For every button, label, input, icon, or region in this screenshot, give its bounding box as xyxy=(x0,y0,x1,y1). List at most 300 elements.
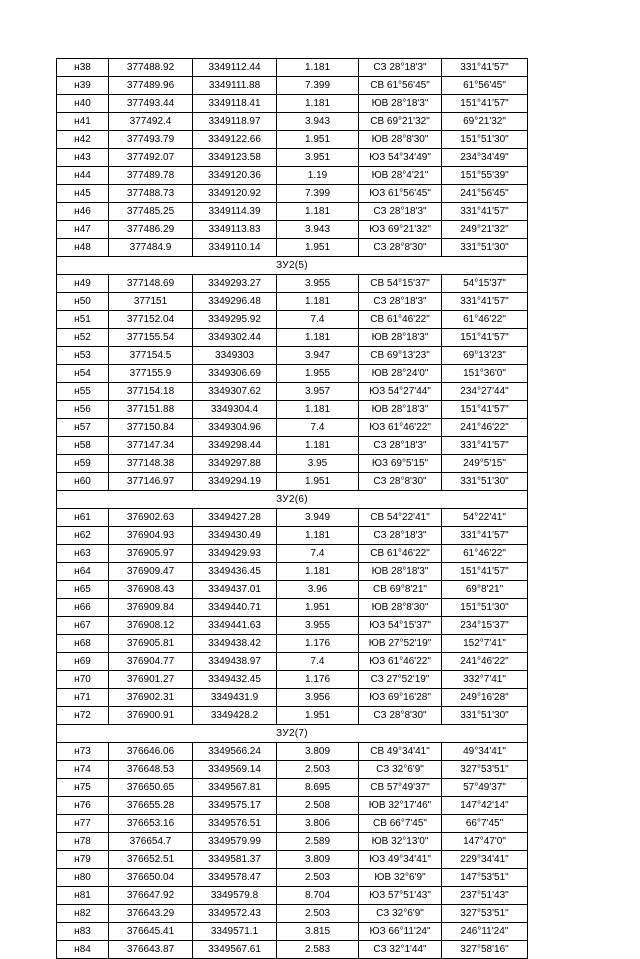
rhumb-cell: ЮЗ 66°11'24" xyxy=(359,923,442,941)
azimuth-cell: 249°5'15" xyxy=(442,455,528,473)
azimuth-cell: 57°49'37" xyxy=(442,779,528,797)
length-cell: 3.95 xyxy=(277,455,359,473)
point-number-cell: н84 xyxy=(57,941,109,959)
length-cell: 1.181 xyxy=(277,203,359,221)
rhumb-cell: СЗ 28°18'3" xyxy=(359,527,442,545)
table-row xyxy=(57,527,528,545)
point-number-cell: н77 xyxy=(57,815,109,833)
x-coordinate-cell: 377489.96 xyxy=(109,77,193,95)
rhumb-cell: СЗ 28°18'3" xyxy=(359,437,442,455)
y-coordinate-cell: 3349294.19 xyxy=(193,473,277,491)
y-coordinate-cell: 3349567.61 xyxy=(193,941,277,959)
point-number-cell: н75 xyxy=(57,779,109,797)
point-number-cell: н38 xyxy=(57,59,109,77)
y-coordinate-cell: 3349295.92 xyxy=(193,311,277,329)
y-coordinate-cell: 3349306.69 xyxy=(193,365,277,383)
x-coordinate-cell: 377486.29 xyxy=(109,221,193,239)
point-number-cell: н70 xyxy=(57,671,109,689)
azimuth-cell: 69°21'32" xyxy=(442,113,528,131)
section-row xyxy=(57,725,528,743)
table-row xyxy=(57,617,528,635)
x-coordinate-cell: 376646.06 xyxy=(109,743,193,761)
length-cell: 1.181 xyxy=(277,59,359,77)
length-cell: 2.503 xyxy=(277,869,359,887)
x-coordinate-cell: 377485.25 xyxy=(109,203,193,221)
azimuth-cell: 331°51'30" xyxy=(442,473,528,491)
x-coordinate-cell: 376905.97 xyxy=(109,545,193,563)
length-cell: 1.181 xyxy=(277,437,359,455)
y-coordinate-cell: 3349307.62 xyxy=(193,383,277,401)
table-row xyxy=(57,329,528,347)
table-row xyxy=(57,77,528,95)
x-coordinate-cell: 376653.16 xyxy=(109,815,193,833)
y-coordinate-cell: 3349123.58 xyxy=(193,149,277,167)
point-number-cell: н76 xyxy=(57,797,109,815)
x-coordinate-cell: 376643.87 xyxy=(109,941,193,959)
table-row xyxy=(57,689,528,707)
table-row xyxy=(57,455,528,473)
azimuth-cell: 151°41'57" xyxy=(442,329,528,347)
rhumb-cell: СВ 54°22'41" xyxy=(359,509,442,527)
point-number-cell: н46 xyxy=(57,203,109,221)
x-coordinate-cell: 377151 xyxy=(109,293,193,311)
x-coordinate-cell: 377155.54 xyxy=(109,329,193,347)
y-coordinate-cell: 3349304.96 xyxy=(193,419,277,437)
azimuth-cell: 234°15'37" xyxy=(442,617,528,635)
rhumb-cell: ЮЗ 61°46'22" xyxy=(359,653,442,671)
point-number-cell: н62 xyxy=(57,527,109,545)
rhumb-cell: ЮЗ 69°5'15" xyxy=(359,455,442,473)
azimuth-cell: 151°41'57" xyxy=(442,563,528,581)
y-coordinate-cell: 3349579.8 xyxy=(193,887,277,905)
rhumb-cell: СЗ 28°8'30" xyxy=(359,473,442,491)
rhumb-cell: СВ 69°13'23" xyxy=(359,347,442,365)
point-number-cell: н56 xyxy=(57,401,109,419)
length-cell: 1.951 xyxy=(277,599,359,617)
section-title: ЗУ2(6) xyxy=(57,491,528,509)
point-number-cell: н61 xyxy=(57,509,109,527)
length-cell: 1.181 xyxy=(277,401,359,419)
x-coordinate-cell: 376650.65 xyxy=(109,779,193,797)
x-coordinate-cell: 377493.79 xyxy=(109,131,193,149)
table-row xyxy=(57,293,528,311)
x-coordinate-cell: 376904.93 xyxy=(109,527,193,545)
rhumb-cell: ЮЗ 61°56'45" xyxy=(359,185,442,203)
rhumb-cell: СВ 61°46'22" xyxy=(359,311,442,329)
x-coordinate-cell: 377492.07 xyxy=(109,149,193,167)
y-coordinate-cell: 3349429.93 xyxy=(193,545,277,563)
azimuth-cell: 151°51'30" xyxy=(442,599,528,617)
length-cell: 1.181 xyxy=(277,293,359,311)
azimuth-cell: 54°15'37" xyxy=(442,275,528,293)
table-row xyxy=(57,311,528,329)
rhumb-cell: ЮВ 32°13'0" xyxy=(359,833,442,851)
table-row xyxy=(57,797,528,815)
azimuth-cell: 151°55'39" xyxy=(442,167,528,185)
x-coordinate-cell: 376905.81 xyxy=(109,635,193,653)
x-coordinate-cell: 376652.51 xyxy=(109,851,193,869)
table-row xyxy=(57,545,528,563)
x-coordinate-cell: 376901.27 xyxy=(109,671,193,689)
length-cell: 3.957 xyxy=(277,383,359,401)
y-coordinate-cell: 3349113.83 xyxy=(193,221,277,239)
x-coordinate-cell: 377488.73 xyxy=(109,185,193,203)
point-number-cell: н47 xyxy=(57,221,109,239)
rhumb-cell: ЮВ 28°4'21" xyxy=(359,167,442,185)
azimuth-cell: 66°7'45" xyxy=(442,815,528,833)
table-row xyxy=(57,383,528,401)
table-row xyxy=(57,185,528,203)
y-coordinate-cell: 3349118.41 xyxy=(193,95,277,113)
length-cell: 1.19 xyxy=(277,167,359,185)
length-cell: 8.695 xyxy=(277,779,359,797)
x-coordinate-cell: 376643.29 xyxy=(109,905,193,923)
rhumb-cell: СЗ 32°6'9" xyxy=(359,761,442,779)
azimuth-cell: 331°41'57" xyxy=(442,437,528,455)
length-cell: 3.949 xyxy=(277,509,359,527)
length-cell: 1.955 xyxy=(277,365,359,383)
point-number-cell: н66 xyxy=(57,599,109,617)
rhumb-cell: ЮЗ 54°27'44" xyxy=(359,383,442,401)
length-cell: 3.947 xyxy=(277,347,359,365)
rhumb-cell: ЮВ 28°8'30" xyxy=(359,599,442,617)
azimuth-cell: 331°51'30" xyxy=(442,707,528,725)
azimuth-cell: 327°53'51" xyxy=(442,905,528,923)
x-coordinate-cell: 376908.12 xyxy=(109,617,193,635)
rhumb-cell: СЗ 27°52'19" xyxy=(359,671,442,689)
point-number-cell: н79 xyxy=(57,851,109,869)
length-cell: 7.4 xyxy=(277,311,359,329)
point-number-cell: н63 xyxy=(57,545,109,563)
length-cell: 3.809 xyxy=(277,743,359,761)
y-coordinate-cell: 3349575.17 xyxy=(193,797,277,815)
rhumb-cell: ЮВ 28°18'3" xyxy=(359,563,442,581)
y-coordinate-cell: 3349430.49 xyxy=(193,527,277,545)
x-coordinate-cell: 377484.9 xyxy=(109,239,193,257)
point-number-cell: н72 xyxy=(57,707,109,725)
section-title: ЗУ2(7) xyxy=(57,725,528,743)
x-coordinate-cell: 377489.78 xyxy=(109,167,193,185)
length-cell: 7.4 xyxy=(277,419,359,437)
azimuth-cell: 49°34'41" xyxy=(442,743,528,761)
azimuth-cell: 234°34'49" xyxy=(442,149,528,167)
azimuth-cell: 151°41'57" xyxy=(442,401,528,419)
length-cell: 1.951 xyxy=(277,707,359,725)
azimuth-cell: 234°27'44" xyxy=(442,383,528,401)
rhumb-cell: ЮВ 28°18'3" xyxy=(359,95,442,113)
y-coordinate-cell: 3349579.99 xyxy=(193,833,277,851)
rhumb-cell: ЮЗ 69°16'28" xyxy=(359,689,442,707)
azimuth-cell: 69°8'21" xyxy=(442,581,528,599)
x-coordinate-cell: 376650.04 xyxy=(109,869,193,887)
point-number-cell: н60 xyxy=(57,473,109,491)
y-coordinate-cell: 3349578.47 xyxy=(193,869,277,887)
y-coordinate-cell: 3349576.51 xyxy=(193,815,277,833)
azimuth-cell: 69°13'23" xyxy=(442,347,528,365)
y-coordinate-cell: 3349438.97 xyxy=(193,653,277,671)
rhumb-cell: СВ 61°56'45" xyxy=(359,77,442,95)
x-coordinate-cell: 376645.41 xyxy=(109,923,193,941)
table-row xyxy=(57,365,528,383)
table-row xyxy=(57,509,528,527)
point-number-cell: н64 xyxy=(57,563,109,581)
point-number-cell: н67 xyxy=(57,617,109,635)
y-coordinate-cell: 3349569.14 xyxy=(193,761,277,779)
table-row xyxy=(57,563,528,581)
x-coordinate-cell: 376655.28 xyxy=(109,797,193,815)
azimuth-cell: 241°56'45" xyxy=(442,185,528,203)
length-cell: 8.704 xyxy=(277,887,359,905)
rhumb-cell: СВ 49°34'41" xyxy=(359,743,442,761)
point-number-cell: н49 xyxy=(57,275,109,293)
x-coordinate-cell: 377492.4 xyxy=(109,113,193,131)
azimuth-cell: 331°41'57" xyxy=(442,203,528,221)
coordinates-table-body xyxy=(57,59,528,959)
rhumb-cell: СЗ 28°18'3" xyxy=(359,293,442,311)
azimuth-cell: 61°46'22" xyxy=(442,311,528,329)
length-cell: 3.815 xyxy=(277,923,359,941)
point-number-cell: н54 xyxy=(57,365,109,383)
y-coordinate-cell: 3349432.45 xyxy=(193,671,277,689)
azimuth-cell: 332°7'41" xyxy=(442,671,528,689)
point-number-cell: н44 xyxy=(57,167,109,185)
azimuth-cell: 331°51'30" xyxy=(442,239,528,257)
y-coordinate-cell: 3349112.44 xyxy=(193,59,277,77)
rhumb-cell: СВ 69°21'32" xyxy=(359,113,442,131)
rhumb-cell: СВ 54°15'37" xyxy=(359,275,442,293)
rhumb-cell: ЮЗ 69°21'32" xyxy=(359,221,442,239)
azimuth-cell: 327°53'51" xyxy=(442,761,528,779)
length-cell: 2.589 xyxy=(277,833,359,851)
table-row xyxy=(57,833,528,851)
point-number-cell: н59 xyxy=(57,455,109,473)
table-row xyxy=(57,167,528,185)
rhumb-cell: СВ 61°46'22" xyxy=(359,545,442,563)
y-coordinate-cell: 3349438.42 xyxy=(193,635,277,653)
x-coordinate-cell: 376902.31 xyxy=(109,689,193,707)
table-row xyxy=(57,671,528,689)
x-coordinate-cell: 377155.9 xyxy=(109,365,193,383)
point-number-cell: н51 xyxy=(57,311,109,329)
azimuth-cell: 241°46'22" xyxy=(442,419,528,437)
rhumb-cell: ЮВ 32°17'46" xyxy=(359,797,442,815)
section-row xyxy=(57,257,528,275)
y-coordinate-cell: 3349297.88 xyxy=(193,455,277,473)
table-row xyxy=(57,635,528,653)
length-cell: 3.955 xyxy=(277,617,359,635)
x-coordinate-cell: 376909.47 xyxy=(109,563,193,581)
azimuth-cell: 151°36'0" xyxy=(442,365,528,383)
y-coordinate-cell: 3349302.44 xyxy=(193,329,277,347)
point-number-cell: н69 xyxy=(57,653,109,671)
length-cell: 7.399 xyxy=(277,185,359,203)
rhumb-cell: ЮЗ 54°15'37" xyxy=(359,617,442,635)
length-cell: 1.176 xyxy=(277,635,359,653)
rhumb-cell: ЮВ 28°18'3" xyxy=(359,329,442,347)
rhumb-cell: СЗ 32°6'9" xyxy=(359,905,442,923)
table-row xyxy=(57,941,528,959)
y-coordinate-cell: 3349304.4 xyxy=(193,401,277,419)
rhumb-cell: СВ 57°49'37" xyxy=(359,779,442,797)
azimuth-cell: 152°7'41" xyxy=(442,635,528,653)
table-row xyxy=(57,887,528,905)
x-coordinate-cell: 377148.69 xyxy=(109,275,193,293)
section-row xyxy=(57,491,528,509)
x-coordinate-cell: 376900.91 xyxy=(109,707,193,725)
table-row xyxy=(57,149,528,167)
rhumb-cell: ЮВ 32°6'9" xyxy=(359,869,442,887)
table-row xyxy=(57,851,528,869)
length-cell: 1.176 xyxy=(277,671,359,689)
length-cell: 1.951 xyxy=(277,239,359,257)
x-coordinate-cell: 377147.34 xyxy=(109,437,193,455)
table-row xyxy=(57,869,528,887)
point-number-cell: н42 xyxy=(57,131,109,149)
table-row xyxy=(57,653,528,671)
x-coordinate-cell: 376902.63 xyxy=(109,509,193,527)
point-number-cell: н48 xyxy=(57,239,109,257)
rhumb-cell: ЮВ 28°24'0" xyxy=(359,365,442,383)
table-row xyxy=(57,401,528,419)
y-coordinate-cell: 3349118.97 xyxy=(193,113,277,131)
y-coordinate-cell: 3349296.48 xyxy=(193,293,277,311)
length-cell: 3.806 xyxy=(277,815,359,833)
point-number-cell: н50 xyxy=(57,293,109,311)
length-cell: 7.399 xyxy=(277,77,359,95)
x-coordinate-cell: 376648.53 xyxy=(109,761,193,779)
table-row xyxy=(57,437,528,455)
y-coordinate-cell: 3349437.01 xyxy=(193,581,277,599)
point-number-cell: н78 xyxy=(57,833,109,851)
x-coordinate-cell: 376909.84 xyxy=(109,599,193,617)
y-coordinate-cell: 3349114.39 xyxy=(193,203,277,221)
y-coordinate-cell: 3349293.27 xyxy=(193,275,277,293)
length-cell: 3.96 xyxy=(277,581,359,599)
y-coordinate-cell: 3349428.2 xyxy=(193,707,277,725)
azimuth-cell: 229°34'41" xyxy=(442,851,528,869)
azimuth-cell: 331°41'57" xyxy=(442,293,528,311)
length-cell: 1.951 xyxy=(277,131,359,149)
length-cell: 2.503 xyxy=(277,905,359,923)
azimuth-cell: 246°11'24" xyxy=(442,923,528,941)
x-coordinate-cell: 377152.04 xyxy=(109,311,193,329)
y-coordinate-cell: 3349427.28 xyxy=(193,509,277,527)
table-row xyxy=(57,905,528,923)
table-row xyxy=(57,239,528,257)
table-row xyxy=(57,815,528,833)
y-coordinate-cell: 3349566.24 xyxy=(193,743,277,761)
rhumb-cell: ЮЗ 49°34'41" xyxy=(359,851,442,869)
x-coordinate-cell: 377146.97 xyxy=(109,473,193,491)
y-coordinate-cell: 3349303 xyxy=(193,347,277,365)
azimuth-cell: 61°46'22" xyxy=(442,545,528,563)
y-coordinate-cell: 3349441.63 xyxy=(193,617,277,635)
azimuth-cell: 151°41'57" xyxy=(442,95,528,113)
y-coordinate-cell: 3349440.71 xyxy=(193,599,277,617)
azimuth-cell: 331°41'57" xyxy=(442,59,528,77)
point-number-cell: н74 xyxy=(57,761,109,779)
azimuth-cell: 54°22'41" xyxy=(442,509,528,527)
rhumb-cell: ЮЗ 61°46'22" xyxy=(359,419,442,437)
y-coordinate-cell: 3349571.1 xyxy=(193,923,277,941)
length-cell: 2.503 xyxy=(277,761,359,779)
x-coordinate-cell: 377488.92 xyxy=(109,59,193,77)
azimuth-cell: 331°41'57" xyxy=(442,527,528,545)
coordinates-table xyxy=(56,58,528,959)
y-coordinate-cell: 3349111.88 xyxy=(193,77,277,95)
section-title: ЗУ2(5) xyxy=(57,257,528,275)
length-cell: 2.583 xyxy=(277,941,359,959)
table-row xyxy=(57,95,528,113)
y-coordinate-cell: 3349110.14 xyxy=(193,239,277,257)
table-row xyxy=(57,707,528,725)
rhumb-cell: СЗ 32°1'44" xyxy=(359,941,442,959)
length-cell: 2.508 xyxy=(277,797,359,815)
length-cell: 3.809 xyxy=(277,851,359,869)
length-cell: 1.181 xyxy=(277,563,359,581)
azimuth-cell: 147°47'0" xyxy=(442,833,528,851)
point-number-cell: н71 xyxy=(57,689,109,707)
rhumb-cell: СЗ 28°18'3" xyxy=(359,203,442,221)
y-coordinate-cell: 3349120.36 xyxy=(193,167,277,185)
y-coordinate-cell: 3349436.45 xyxy=(193,563,277,581)
x-coordinate-cell: 377154.18 xyxy=(109,383,193,401)
x-coordinate-cell: 377154.5 xyxy=(109,347,193,365)
rhumb-cell: СЗ 28°18'3" xyxy=(359,59,442,77)
azimuth-cell: 241°46'22" xyxy=(442,653,528,671)
point-number-cell: н53 xyxy=(57,347,109,365)
point-number-cell: н40 xyxy=(57,95,109,113)
x-coordinate-cell: 377148.38 xyxy=(109,455,193,473)
point-number-cell: н68 xyxy=(57,635,109,653)
rhumb-cell: ЮВ 28°18'3" xyxy=(359,401,442,419)
table-row xyxy=(57,581,528,599)
table-row xyxy=(57,347,528,365)
x-coordinate-cell: 377151.88 xyxy=(109,401,193,419)
x-coordinate-cell: 376908.43 xyxy=(109,581,193,599)
azimuth-cell: 237°51'43" xyxy=(442,887,528,905)
y-coordinate-cell: 3349567.81 xyxy=(193,779,277,797)
point-number-cell: н80 xyxy=(57,869,109,887)
length-cell: 1.181 xyxy=(277,329,359,347)
rhumb-cell: СВ 66°7'45" xyxy=(359,815,442,833)
y-coordinate-cell: 3349120.92 xyxy=(193,185,277,203)
point-number-cell: н73 xyxy=(57,743,109,761)
x-coordinate-cell: 376654.7 xyxy=(109,833,193,851)
point-number-cell: н81 xyxy=(57,887,109,905)
length-cell: 1.181 xyxy=(277,95,359,113)
point-number-cell: н39 xyxy=(57,77,109,95)
table-row xyxy=(57,419,528,437)
y-coordinate-cell: 3349581.37 xyxy=(193,851,277,869)
length-cell: 7.4 xyxy=(277,653,359,671)
point-number-cell: н65 xyxy=(57,581,109,599)
y-coordinate-cell: 3349122.66 xyxy=(193,131,277,149)
azimuth-cell: 327°58'16" xyxy=(442,941,528,959)
length-cell: 7.4 xyxy=(277,545,359,563)
rhumb-cell: СЗ 28°8'30" xyxy=(359,239,442,257)
y-coordinate-cell: 3349298.44 xyxy=(193,437,277,455)
point-number-cell: н82 xyxy=(57,905,109,923)
point-number-cell: н41 xyxy=(57,113,109,131)
table-row xyxy=(57,203,528,221)
table-row xyxy=(57,599,528,617)
table-row xyxy=(57,473,528,491)
length-cell: 3.955 xyxy=(277,275,359,293)
rhumb-cell: ЮЗ 54°34'49" xyxy=(359,149,442,167)
x-coordinate-cell: 377150.84 xyxy=(109,419,193,437)
table-row xyxy=(57,779,528,797)
